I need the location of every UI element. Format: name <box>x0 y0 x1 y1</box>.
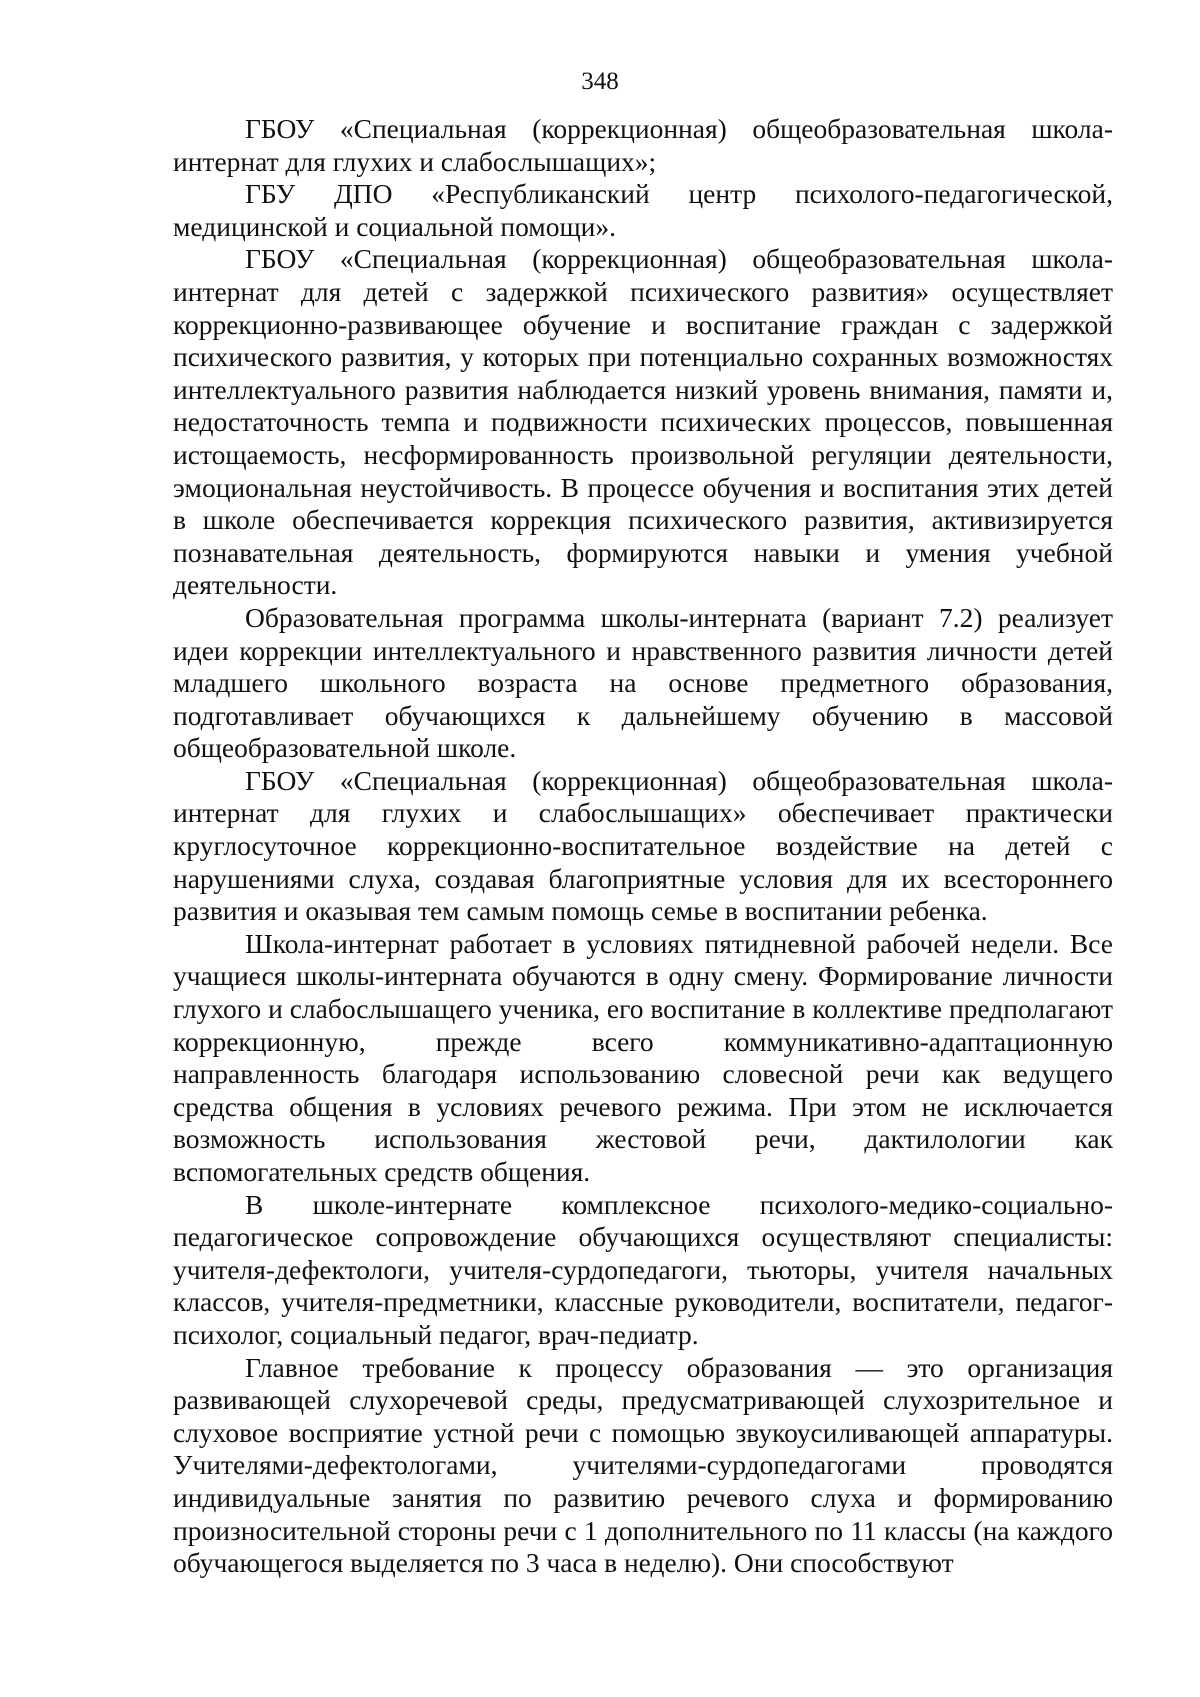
paragraph-main-requirement: Главное требование к процессу образования — это организация развивающей слухоречевой среды, предусматривающей слухозрительное и слуховое восприятие устной речи с помощью звукоусиливающей аппаратуры. Учителями-дефектологами, учителями-сурдопедагогами проводятся индивидуальные занятия по развитию речевого слуха и формированию произносительной стороны речи с 1 дополнительного по 11 классы (на каждого обучающегося выделяется по 3 часа в неделю). Они способствуют <box>173 1351 1113 1579</box>
paragraph-school-zpr: ГБОУ «Специальная (коррекционная) общеобразовательная школа-интернат для детей с задержкой психического развития» осуществляет коррекционно-развивающее обучение и воспитание граждан с задержкой психического развития, у которых при потенциально сохранных возможностях интеллектуального развития наблюдается низкий уровень внимания, памяти и, недостаточность темпа и подвижности психических процессов, повышенная истощаемость, несформированность произвольной регуляции деятельности, эмоциональная неустойчивость. В процессе обучения и воспитания этих детей в школе обеспечивается коррекция психического развития, активизируется познавательная деятельность, формируются навыки и умения учебной деятельности. <box>173 243 1113 601</box>
paragraph-program-7-2: Образовательная программа школы-интерната (вариант 7.2) реализует идеи коррекции интеллектуального и нравственного развития личности детей младшего школьного возраста на основе предметного образования, подготавливает обучающихся к дальнейшему обучению в массовой общеобразовательной школе. <box>173 601 1113 764</box>
body-text <box>173 113 1113 1580</box>
page-number: 348 <box>581 68 619 95</box>
paragraph-center-dpo: ГБУ ДПО «Республиканский центр психолого-педагогической, медицинской и социальной помощи». <box>173 178 1113 242</box>
paragraph-specialists: В школе-интернате комплексное психолого-медико-социально-педагогическое сопровождение обучающихся осуществляют специалисты: учителя-дефектологи, учителя-сурдопедагоги, тьюторы, учителя начальных классов, учителя-предметники, классные руководители, воспитатели, педагог-психолог, социальный педагог, врач-педиатр. <box>173 1188 1113 1350</box>
paragraph-round-the-clock: ГБОУ «Специальная (коррекционная) общеобразовательная школа-интернат для глухих и слабослышащих» обеспечивает практически круглосуточное коррекционно-воспитательное воздействие на детей с нарушениями слуха, создавая благоприятные условия для их всестороннего развития и оказывая тем самым помощь семье в воспитании ребенка. <box>173 764 1113 927</box>
paragraph-school-deaf: ГБОУ «Специальная (коррекционная) общеобразовательная школа-интернат для глухих и слабослышащих»; <box>173 113 1113 177</box>
paragraph-five-day-week: Школа-интернат работает в условиях пятидневной рабочей недели. Все учащиеся школы-интерната обучаются в одну смену. Формирование личности глухого и слабослышащего ученика, его воспитание в коллективе предполагают коррекционную, прежде всего коммуникативно-адаптационную направленность благодаря использованию словесной речи как ведущего средства общения в условиях речевого режима. При этом не исключается возможность использования жестовой речи, дактилологии как вспомогательных средств общения. <box>173 927 1113 1187</box>
